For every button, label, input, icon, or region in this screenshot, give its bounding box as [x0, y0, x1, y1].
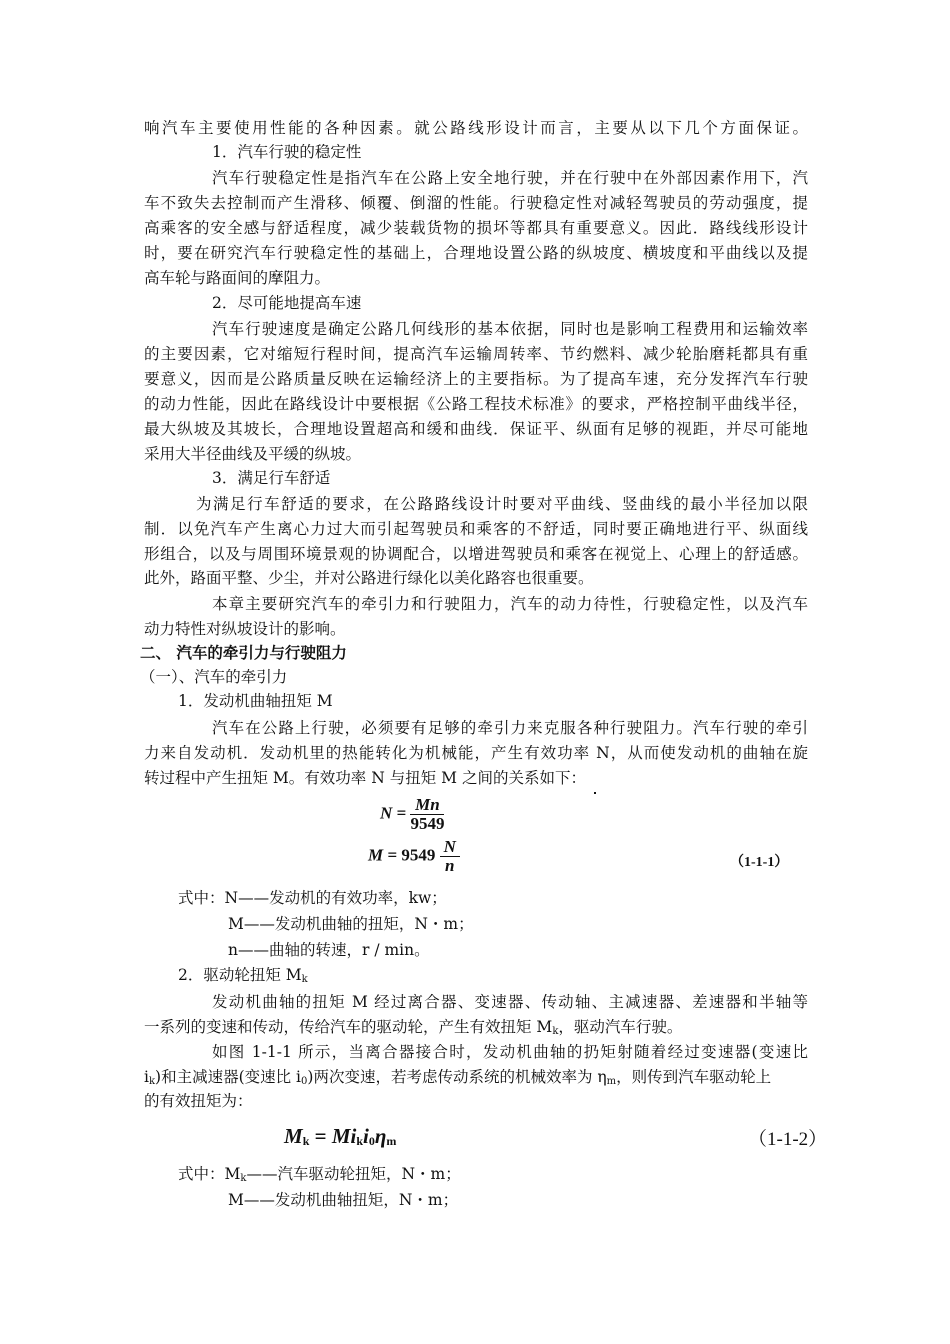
subscript: k [301, 974, 308, 985]
where-line: n——曲轴的转速，r / min。 [228, 941, 430, 959]
paragraph-line: 要意义，因而是公路质量反映在运输经济上的主要指标。为了提高车速，充分发挥汽车行驶 [144, 370, 808, 388]
heading-stability: 1．汽车行驶的稳定性 [212, 143, 362, 161]
paragraph-line: 的动力性能，因此在路线设计中要根据《公路工程技术标准》的要求，严格控制平曲线半径， [144, 395, 808, 413]
paragraph-line: 响汽车主要使用性能的各种因素。就公路线形设计而言，主要从以下几个方面保证。 [144, 119, 808, 137]
paragraph-line: 本章主要研究汽车的牵引力和行驶阻力，汽车的动力待性，行驶稳定性，以及汽车 [212, 595, 808, 613]
paragraph-line: 转过程中产生扭矩 M。有效功率 N 与扭矩 M 之间的关系如下： [144, 769, 586, 787]
equation-number: （1-1-1） [730, 855, 789, 870]
paragraph-line: 采用大半径曲线及平缓的纵坡。 [144, 445, 362, 463]
eq-symbol: η [374, 1124, 387, 1148]
eq-equals: = [309, 1124, 332, 1148]
eq-coefficient: 9549 [401, 845, 436, 865]
eq-numerator: N [440, 838, 460, 857]
paragraph-line: 汽车在公路上行驶，必须要有足够的牵引力来克服各种行驶阻力。汽车行驶的牵引 [212, 719, 808, 737]
paragraph-line [144, 1015, 808, 1039]
paragraph-line: 发动机曲轴的扭矩 M 经过离合器、变速器、传动轴、主减速器、差速器和半轴等 [212, 993, 808, 1011]
subscript: m [606, 1076, 617, 1087]
text: ，则传到汽车驱动轮上 [616, 1068, 772, 1086]
subscript: 0 [301, 1076, 308, 1087]
text: i [144, 1068, 149, 1086]
eq-symbol: M [284, 1124, 303, 1148]
where-line: M——发动机曲轴扭矩，N・m； [228, 1191, 459, 1209]
eq-numerator: Mn [410, 796, 444, 815]
stray-dot [594, 792, 596, 794]
subscript: m [386, 1134, 397, 1148]
item-text: 2．驱动轮扭矩 M [178, 966, 302, 984]
paragraph-line: 如图 1-1-1 所示，当离合器接合时，发动机曲轴的扔矩射随着经过变速器(变速比 [212, 1043, 808, 1061]
eq-symbol: i [363, 1124, 369, 1148]
text: )两次变速，若考虑传动系统的机械效率为 η [307, 1068, 607, 1086]
text: ——汽车驱动轮扭矩，N・m； [246, 1165, 461, 1183]
subscript: k [302, 1134, 310, 1148]
where-line: 式中：N——发动机的有效功率，kw； [178, 889, 447, 907]
equation-torque [368, 838, 460, 875]
paragraph-line: 的有效扭矩为： [144, 1092, 253, 1110]
subscript: k [552, 1026, 559, 1037]
subsection-heading: （一）、汽车的牵引力 [140, 668, 288, 686]
heading-comfort: 3．满足行车舒适 [212, 469, 331, 487]
eq-symbol: Mi [331, 1124, 357, 1148]
eq-denominator: 9549 [410, 814, 445, 833]
equation-number: （1-1-2） [748, 1129, 828, 1150]
text: 式中：M [178, 1165, 241, 1183]
eq-fraction [410, 796, 444, 833]
paragraph-line: 此外，路面平整、少尘，并对公路进行绿化以美化路容也很重要。 [144, 569, 594, 587]
eq-denominator: n [444, 856, 455, 875]
text: )和主减速器(变速比 i [155, 1068, 302, 1086]
eq-fraction [440, 838, 460, 875]
paragraph-line: 形组合，以及与周围环境景观的协调配合，以增进驾驶员和乘客在视觉上、心理上的舒适感。 [144, 545, 808, 563]
subscript: 0 [368, 1134, 375, 1148]
paragraph-line: 高车轮与路面间的摩阻力。 [144, 269, 331, 287]
paragraph-line: 汽车行驶稳定性是指汽车在公路上安全地行驶，并在行驶中在外部因素作用下，汽 [212, 169, 808, 187]
paragraph-line: 为满足行车舒适的要求，在公路路线设计时要对平曲线、竖曲线的最小半径加以限 [196, 495, 808, 513]
paragraph-line: 力来自发动机．发动机里的热能转化为机械能，产生有效功率 N，从而使发动机的曲轴在旋 [144, 744, 808, 762]
text: 一系列的变速和传动，传给汽车的驱动轮，产生有效扭矩 M [144, 1018, 553, 1036]
equation-power [380, 796, 444, 833]
paragraph-line: 汽车行驶速度是确定公路几何线形的基本依据，同时也是影响工程费用和运输效率 [212, 320, 808, 338]
subscript: k [148, 1076, 156, 1087]
paragraph-line: 最大纵坡及其坡长，合理地设置超高和缓和曲线．保证平、纵面有足够的视距，并尽可能地 [144, 420, 808, 438]
paragraph-line: 车不致失去控制而产生滑移、倾覆、倒溜的性能。行驶稳定性对减轻驾驶员的劳动强度，提 [144, 194, 808, 212]
subscript: k [356, 1134, 364, 1148]
where-line: M——发动机曲轴的扭矩，N・m； [228, 915, 474, 933]
subscript: k [240, 1173, 247, 1184]
paragraph-line: 高乘客的安全感与舒适程度，减少装载货物的损坏等都具有重要意义。因此．路线线形设计 [144, 219, 808, 237]
paragraph-line: 的主要因素，它对缩短行程时间，提高汽车运输周转率、节约燃料、减少轮胎磨耗都具有重 [144, 345, 808, 363]
paragraph-line: 制．以免汽车产生离心力过大而引起驾驶员和乘客的不舒适，同时要正确地进行平、纵面线 [144, 520, 808, 538]
paragraph-line: 动力特性对纵坡设计的影响。 [144, 620, 346, 638]
heading-speed: 2．尽可能地提高车速 [212, 294, 362, 312]
section-heading: 二、 汽车的牵引力与行驶阻力 [140, 644, 347, 662]
item-heading-torque: 1．发动机曲轴扭矩 M [178, 692, 333, 710]
eq-lhs: M = [368, 845, 398, 865]
eq-lhs: N = [380, 803, 407, 823]
paragraph-line: 时，要在研究汽车行驶稳定性的基础上，合理地设置公路的纵坡度、横坡度和平曲线以及提 [144, 244, 808, 262]
paragraph-line [144, 1065, 808, 1089]
where-line [178, 1162, 842, 1186]
text: ，驱动汽车行驶。 [558, 1018, 683, 1036]
item-heading-wheel-torque [178, 963, 842, 987]
equation-wheel-torque [284, 1124, 396, 1149]
